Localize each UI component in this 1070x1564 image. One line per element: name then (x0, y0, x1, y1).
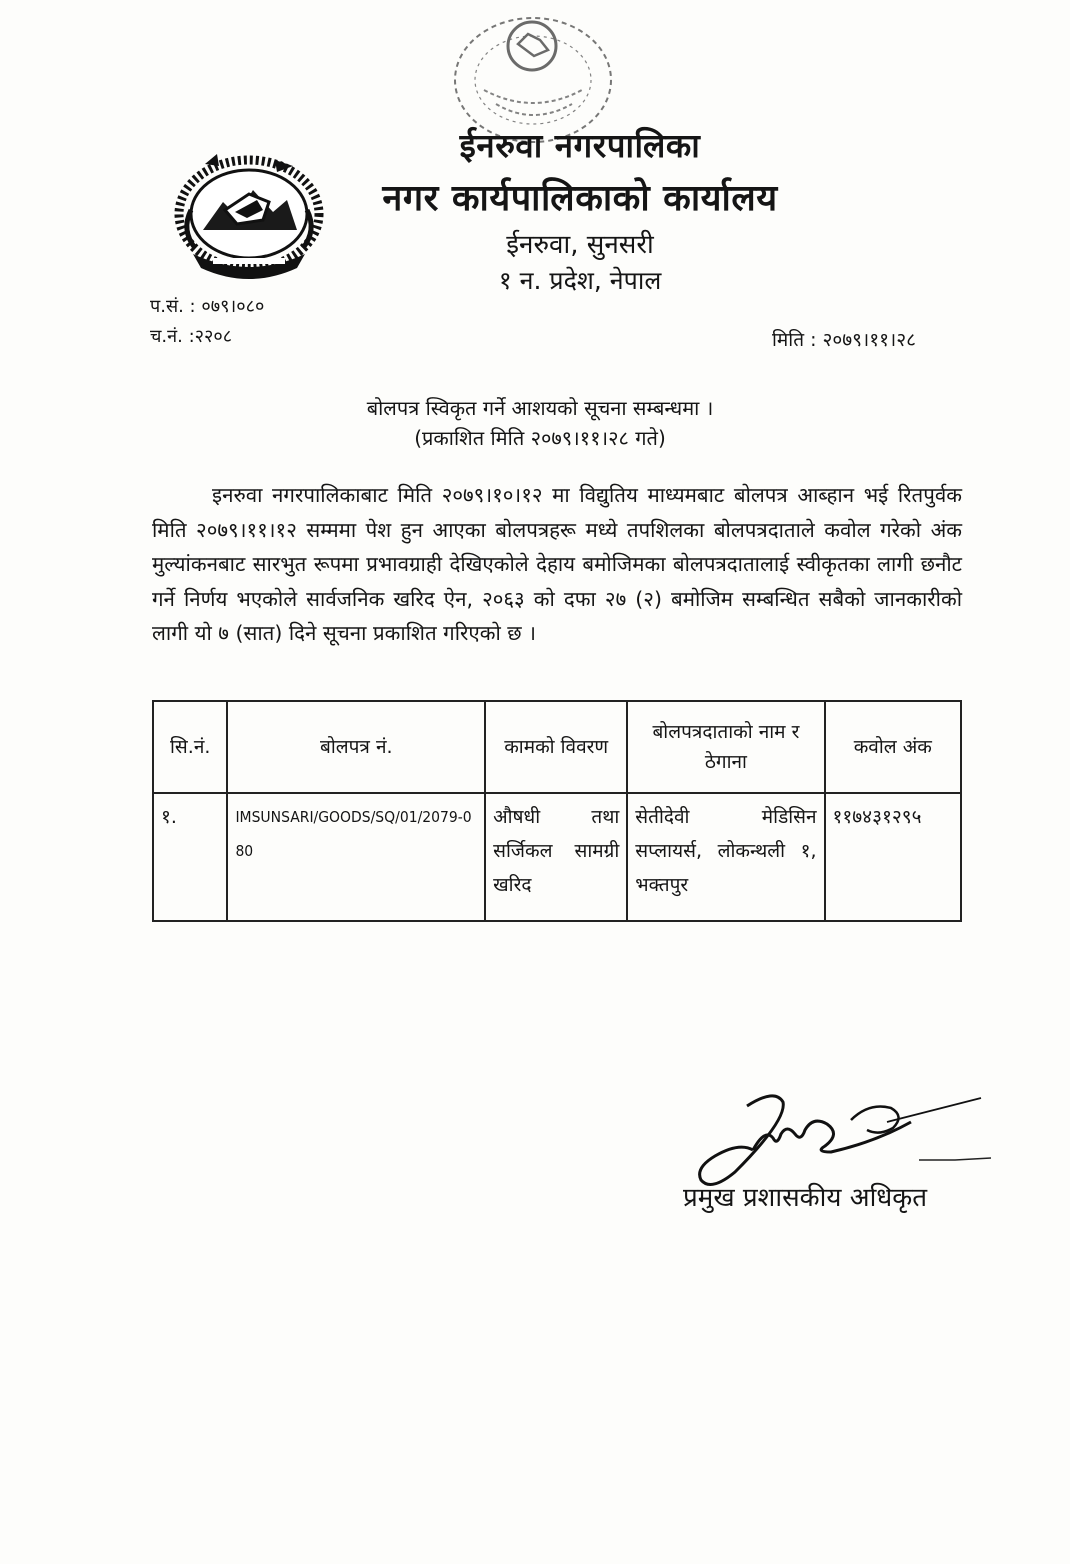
cell-bid-amount: ११७४३१२९५ (825, 793, 961, 921)
header-work-description: कामको विवरण (485, 701, 627, 793)
table-row (153, 793, 961, 921)
header-bid-number: बोलपत्र नं. (227, 701, 485, 793)
cell-work-description: औषधी तथा सर्जिकल सामग्री खरिद (485, 793, 627, 921)
dispatch-number: च.नं. :२२०८ (150, 326, 233, 347)
published-date-line: (प्रकाशित मिति २०७९।११।२८ गते) (414, 426, 666, 450)
cell-serial: १. (153, 793, 227, 921)
tender-table (152, 700, 962, 922)
cell-bidder: सेतीदेवी मेडिसिन सप्लायर्स, लोकन्थली १, भक्तपुर (627, 793, 824, 921)
letter-date: मिति : २०७९।११।२८ (772, 329, 916, 351)
subject-line: बोलपत्र स्विकृत गर्ने आशयको सूचना सम्बन्धमा । (366, 396, 714, 420)
signatory-title: प्रमुख प्रशासकीय अधिकृत (683, 1183, 928, 1213)
cell-bid-number: IMSUNSARI/GOODS/SQ/01/2079-080 (227, 793, 485, 921)
header-bid-amount: कवोल अंक (825, 701, 961, 793)
notice-body (152, 478, 962, 651)
province-address: १ न. प्रदेश, नेपाल (498, 266, 662, 295)
notice-body-text: इनरुवा नगरपालिकाबाट मिति २०७९।१०।१२ मा विद्युतिय माध्यमबाट बोलपत्र आब्हान भई रितपुर्वक मिति २०७९।११।१२ सम्ममा पेश हुन आएका बोलपत्रहरू मध्ये तपशिलका बोलपत्रदाताले कवोल गरेको अंक मुल्यांकनबाट सारभुत रूपमा प्रभावग्राही देखिएकोले देहाय बमोजिमका बोलपत्रदातालाई स्वीकृतका लागी छनौट गर्ने निर्णय भएकोले सार्वजनिक खरिद ऐन, २०६३ को दफा २७ (२) बमोजिम सम्बन्धित सबैको जानकारीको लागी यो ७ (सात) दिने सूचना प्रकाशित गरिएको छ । (152, 483, 962, 645)
letter-reference-number: प.सं. : ०७९।०८० (150, 296, 265, 317)
municipality-name: ईनरुवा नगरपालिका (459, 126, 701, 165)
office-name: नगर कार्यपालिकाको कार्यालय (382, 178, 778, 219)
header-bidder-name-address: बोलपत्रदाताको नाम र ठेगाना (627, 701, 824, 793)
office-address: ईनरुवा, सुनसरी (506, 230, 654, 260)
table-header-row (153, 701, 961, 793)
header-serial: सि.नं. (153, 701, 227, 793)
